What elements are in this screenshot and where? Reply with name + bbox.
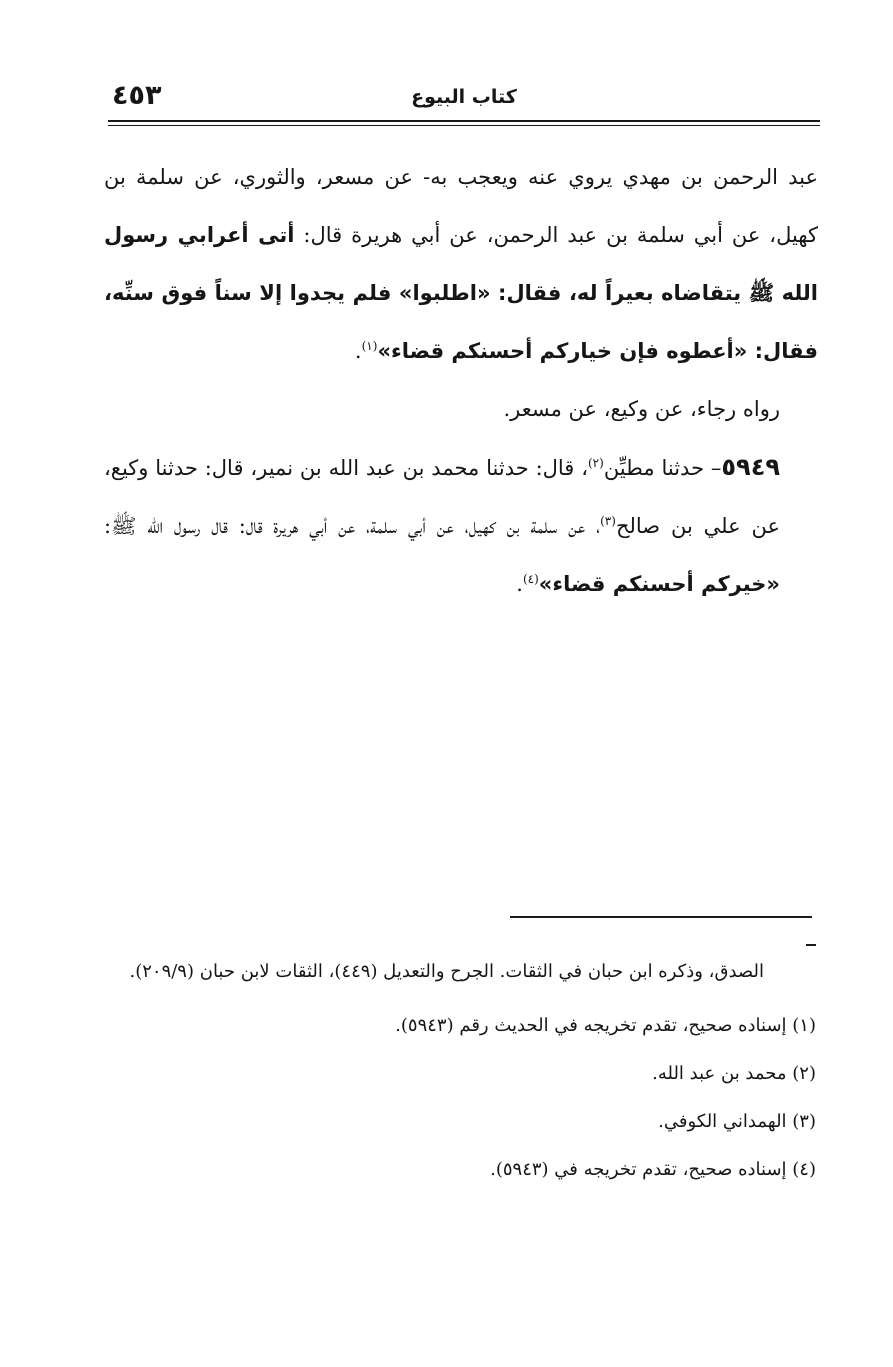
period: . (354, 339, 362, 363)
footnote-ref-1[interactable]: (١) (361, 339, 378, 353)
period: . (516, 572, 523, 596)
footnote-4: (٤) إسناده صحيح، تقدم تخريجه في (٥٩٤٣). (490, 1159, 816, 1180)
hadith-text: أتى أعرابي رسول الله ﷺ يتقاضاه بعيراً له، فقال: «اطلبوا» فلم يجدوا إلا سناً فوق سنِّه، فقال: «أعطوه فإن خياركم أحسنكم قضاء» (104, 223, 818, 363)
paragraph-2: رواه رجاء، عن وكيع، عن مسعر. (503, 397, 780, 421)
footnote-ref-3[interactable]: (٣) (600, 514, 616, 528)
footnote-3: (٣) الهمداني الكوفي. (658, 1111, 816, 1132)
chapter-title: كتاب البيوع (411, 86, 517, 108)
hadith-matn: «خيركم أحسنكم قضاء» (538, 572, 780, 596)
paragraph-3 (104, 438, 818, 613)
paragraph-1 (104, 148, 818, 380)
continuation-mark (806, 944, 816, 946)
isnad-text-1: – حدثنا مطيِّن (603, 456, 722, 480)
hadith-number: ٥٩٤٩ (721, 453, 780, 481)
running-header (108, 80, 820, 120)
footnote-2: (٢) محمد بن عبد الله. (652, 1063, 816, 1084)
page-number: ٤٥٣ (112, 80, 162, 111)
footnote-1: (١) إسناده صحيح، تقدم تخريجه في الحديث رقم (٥٩٤٣). (395, 1015, 816, 1036)
footnote-ref-2[interactable]: (٢) (587, 456, 604, 470)
footnote-separator (510, 916, 812, 918)
footnotes (104, 950, 816, 1194)
paragraph-1-text: عبد الرحمن بن مهدي يروي عنه ويعجب به- عن مسعر، والثوري، عن سلمة بن كهيل، عن أبي سلمة بن عبد الرحمن، عن أبي هريرة قال: (104, 165, 818, 247)
header-rule-thin (108, 125, 820, 126)
header-rule (108, 120, 820, 122)
main-text (104, 148, 818, 613)
isnad-text-2: ، قال: حدثنا محمد بن عبد الله بن نمير، قال: حدثنا وكيع، عن علي بن صالح (104, 456, 780, 538)
isnad-text-3: ، عن سلمة بن كهيل، عن أبي سلمة، عن أبي هريرة قال: قال رسول الله ﷺ: (104, 514, 601, 538)
footnote-ref-4[interactable]: (٤) (522, 572, 539, 586)
footnote-continuation: الصدق، وذكره ابن حبان في الثقات. الجرح والتعديل (٤٤٩)، الثقات لابن حبان (٢٠٩/٩). (129, 961, 764, 982)
